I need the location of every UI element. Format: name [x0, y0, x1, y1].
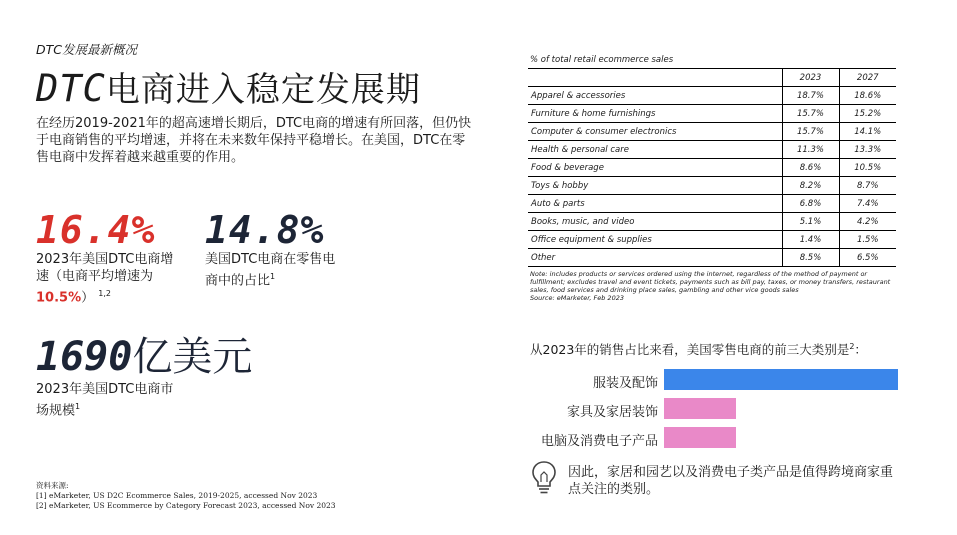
- table-row: [528, 105, 896, 123]
- bar-row: [500, 369, 900, 391]
- title-latin: DTC: [36, 67, 106, 110]
- sources-heading: 资料来源:: [36, 481, 69, 490]
- category-share-table: [528, 68, 896, 267]
- table-cell-2027: 8.7%: [839, 177, 896, 195]
- table-cell-2023: 18.7%: [782, 87, 839, 105]
- table-cell-2027: 15.2%: [839, 105, 896, 123]
- table-cell-category: Apparel & accessories: [528, 87, 782, 105]
- bar-label: 电脑及消费电子产品: [540, 434, 658, 449]
- table-note: [530, 270, 895, 302]
- table-cell-2023: 15.7%: [782, 105, 839, 123]
- market-size-caption: [36, 381, 176, 419]
- bar: [664, 369, 898, 390]
- share-caption-text: 美国DTC电商在零售电商中的占比: [205, 252, 336, 289]
- table-row: [528, 249, 896, 267]
- growth-stat-caption: [36, 251, 176, 306]
- table-cell-category: Health & personal care: [528, 141, 782, 159]
- table-row: [528, 213, 896, 231]
- table-cell-2023: 5.1%: [782, 213, 839, 231]
- table-cell-2023: 8.6%: [782, 159, 839, 177]
- table-cell-2023: 8.5%: [782, 249, 839, 267]
- table-cell-category: Auto & parts: [528, 195, 782, 213]
- growth-caption-a: 2023年美国DTC电商增速（电商平均增速为: [36, 252, 174, 284]
- table-caption: % of total retail ecommerce sales: [530, 55, 674, 65]
- page-title: [36, 62, 421, 111]
- lightbulb-icon: [530, 460, 558, 496]
- bar-chart-footnote-ref: 2: [849, 341, 855, 351]
- table-cell-2027: 1.5%: [839, 231, 896, 249]
- share-footnote-ref: 1: [270, 272, 276, 281]
- table-header-2027: 2027: [839, 69, 896, 87]
- bar-chart-title-text: 从2023年的销售占比来看，美国零售电商的前三大类别是: [530, 342, 850, 357]
- table-cell-2023: 6.8%: [782, 195, 839, 213]
- table-source-text: Source: eMarketer, Feb 2023: [530, 294, 624, 302]
- bar-label: 家具及家居装饰: [566, 405, 658, 420]
- bar-label: 服装及配饰: [592, 376, 658, 391]
- table-row: [528, 231, 896, 249]
- table-header-2023: 2023: [782, 69, 839, 87]
- table-header-category: [528, 69, 782, 87]
- table-note-text: Note: includes products or services ordered using the internet, regardless of the method of payment or fulfillment; excludes travel and event tickets, payments such as bill pay, taxes, or money transfers, restaurant sales, food services and drinking place sales, gambling and other vice goods sales: [530, 270, 891, 294]
- table-cell-2027: 7.4%: [839, 195, 896, 213]
- table-cell-2027: 18.6%: [839, 87, 896, 105]
- market-size-caption-text: 2023年美国DTC电商市场规模: [36, 382, 174, 419]
- bar: [664, 398, 736, 419]
- table-row: [528, 123, 896, 141]
- growth-caption-b: ）: [81, 290, 95, 306]
- table-cell-2023: 15.7%: [782, 123, 839, 141]
- market-size-footnote-ref: 1: [75, 402, 81, 411]
- growth-footnote-ref: 1,2: [98, 289, 111, 298]
- table-cell-2027: 10.5%: [839, 159, 896, 177]
- table-cell-category: Computer & consumer electronics: [528, 123, 782, 141]
- table-cell-category: Food & beverage: [528, 159, 782, 177]
- market-size-number: 1690: [36, 334, 133, 380]
- table-cell-2027: 4.2%: [839, 213, 896, 231]
- table-cell-2023: 8.2%: [782, 177, 839, 195]
- table-row: [528, 141, 896, 159]
- bar-chart-title: [530, 340, 867, 358]
- tip-text: 因此，家居和园艺以及消费电子类产品是值得跨境商家重点关注的类别。: [568, 465, 894, 497]
- growth-stat-value: 16.4%: [36, 208, 156, 252]
- table-row: [528, 177, 896, 195]
- table-header-row: [528, 69, 896, 87]
- table-row: [528, 87, 896, 105]
- market-size-unit: 亿美元: [132, 334, 253, 380]
- table-cell-category: Books, music, and video: [528, 213, 782, 231]
- table-cell-category: Toys & hobby: [528, 177, 782, 195]
- share-stat-caption: [205, 251, 345, 289]
- bar-row: [500, 427, 900, 449]
- table-cell-2027: 14.1%: [839, 123, 896, 141]
- table-cell-category: Office equipment & supplies: [528, 231, 782, 249]
- title-cjk: 电商进入稳定发展期: [105, 70, 421, 110]
- bar: [664, 427, 736, 448]
- table-row: [528, 195, 896, 213]
- table-cell-2027: 6.5%: [839, 249, 896, 267]
- source-item: [1] eMarketer, US D2C Ecommerce Sales, 2019-2025, accessed Nov 2023: [36, 491, 318, 500]
- table-cell-2023: 11.3%: [782, 141, 839, 159]
- intro-paragraph: 在经历2019-2021年的超高速增长期后，DTC电商的增速有所回落，但仍快于电商销售的平均增速，并将在未来数年保持平稳增长。在美国，DTC在零售电商中发挥着越来越重要的作用。: [36, 116, 472, 165]
- growth-caption-avg: 10.5%: [36, 290, 82, 306]
- market-size-value: [36, 334, 276, 380]
- page-kicker: DTC发展最新概况: [36, 42, 137, 57]
- table-cell-2023: 1.4%: [782, 231, 839, 249]
- bar-row: [500, 398, 900, 420]
- bar-chart-title-suffix: ：: [854, 342, 867, 357]
- table-cell-2027: 13.3%: [839, 141, 896, 159]
- table-cell-category: Furniture & home furnishings: [528, 105, 782, 123]
- sources-block: [36, 481, 336, 511]
- share-stat-value: 14.8%: [205, 208, 325, 252]
- source-item: [2] eMarketer, US Ecommerce by Category Forecast 2023, accessed Nov 2023: [36, 501, 336, 510]
- table-cell-category: Other: [528, 249, 782, 267]
- table-row: [528, 159, 896, 177]
